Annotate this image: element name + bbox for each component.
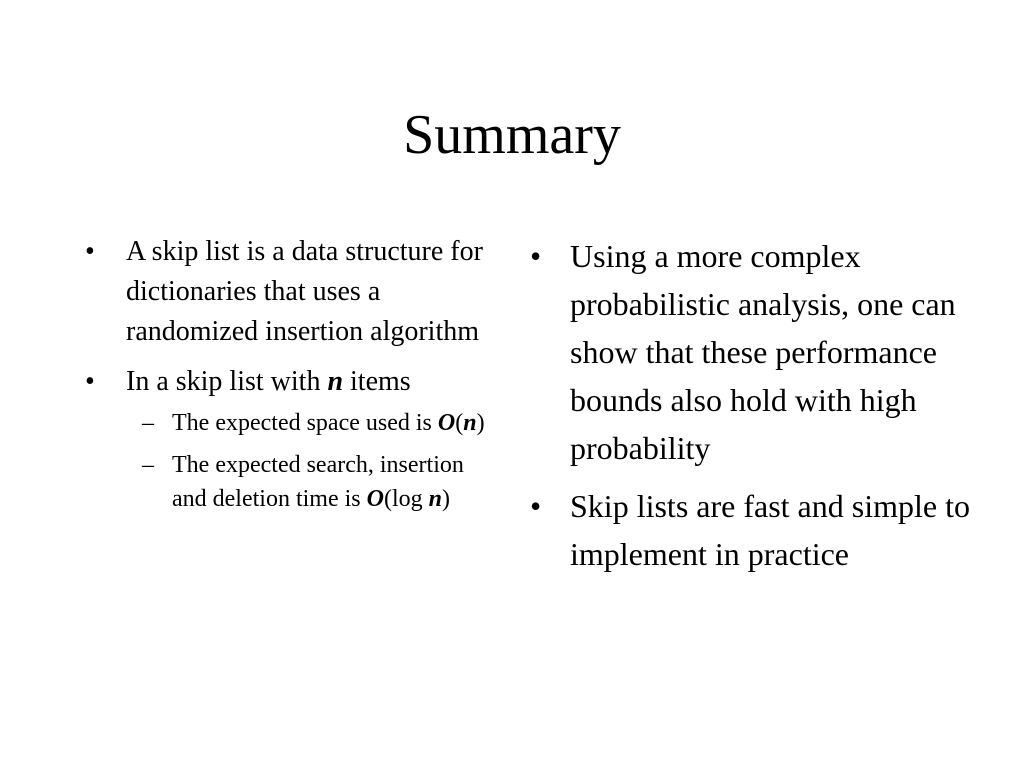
bullet-item xyxy=(530,232,970,472)
math-variable: n xyxy=(463,410,477,436)
sub-bullet-item xyxy=(85,448,485,516)
sub-bullet-text xyxy=(172,452,464,512)
bullet-marker: • xyxy=(85,366,95,397)
bullet-text: A skip list is a data structure for dictionaries that uses a randomized insertion algorithm xyxy=(126,236,483,347)
bullet-marker: • xyxy=(530,238,542,274)
math-function: O xyxy=(366,486,384,512)
slide-title: Summary xyxy=(403,104,621,166)
text-segment: ) xyxy=(476,410,485,436)
sub-bullet-marker: – xyxy=(142,452,154,478)
bullet-marker: • xyxy=(85,236,95,267)
bullet-item xyxy=(85,362,485,516)
text-segment: ) xyxy=(442,486,450,512)
left-column xyxy=(85,232,485,526)
right-bullet-list xyxy=(530,232,970,578)
sub-bullet-list xyxy=(85,406,485,516)
text-segment: The expected space used is xyxy=(172,410,438,436)
sub-bullet-text xyxy=(172,410,485,436)
text-segment: (log xyxy=(383,486,429,512)
text-segment: ( xyxy=(455,410,464,436)
math-variable: n xyxy=(428,486,442,512)
bullet-text xyxy=(126,366,411,397)
bullet-item xyxy=(530,482,970,578)
sub-bullet-marker: – xyxy=(142,410,154,436)
math-variable: n xyxy=(327,366,344,397)
text-segment: items xyxy=(343,366,411,397)
right-column xyxy=(530,232,970,588)
bullet-text: Using a more complex probabilistic analysis, one can show that these performance bounds also hold with high probability xyxy=(570,238,956,466)
text-segment: The expected search, insertion and deletion time is xyxy=(172,452,464,512)
left-bullet-list xyxy=(85,232,485,516)
bullet-text: Skip lists are fast and simple to implement in practice xyxy=(570,488,970,572)
math-function: O xyxy=(437,410,456,436)
text-segment: In a skip list with xyxy=(126,366,328,397)
bullet-marker: • xyxy=(530,488,542,524)
bullet-item xyxy=(85,232,485,352)
sub-bullet-item xyxy=(85,406,485,440)
